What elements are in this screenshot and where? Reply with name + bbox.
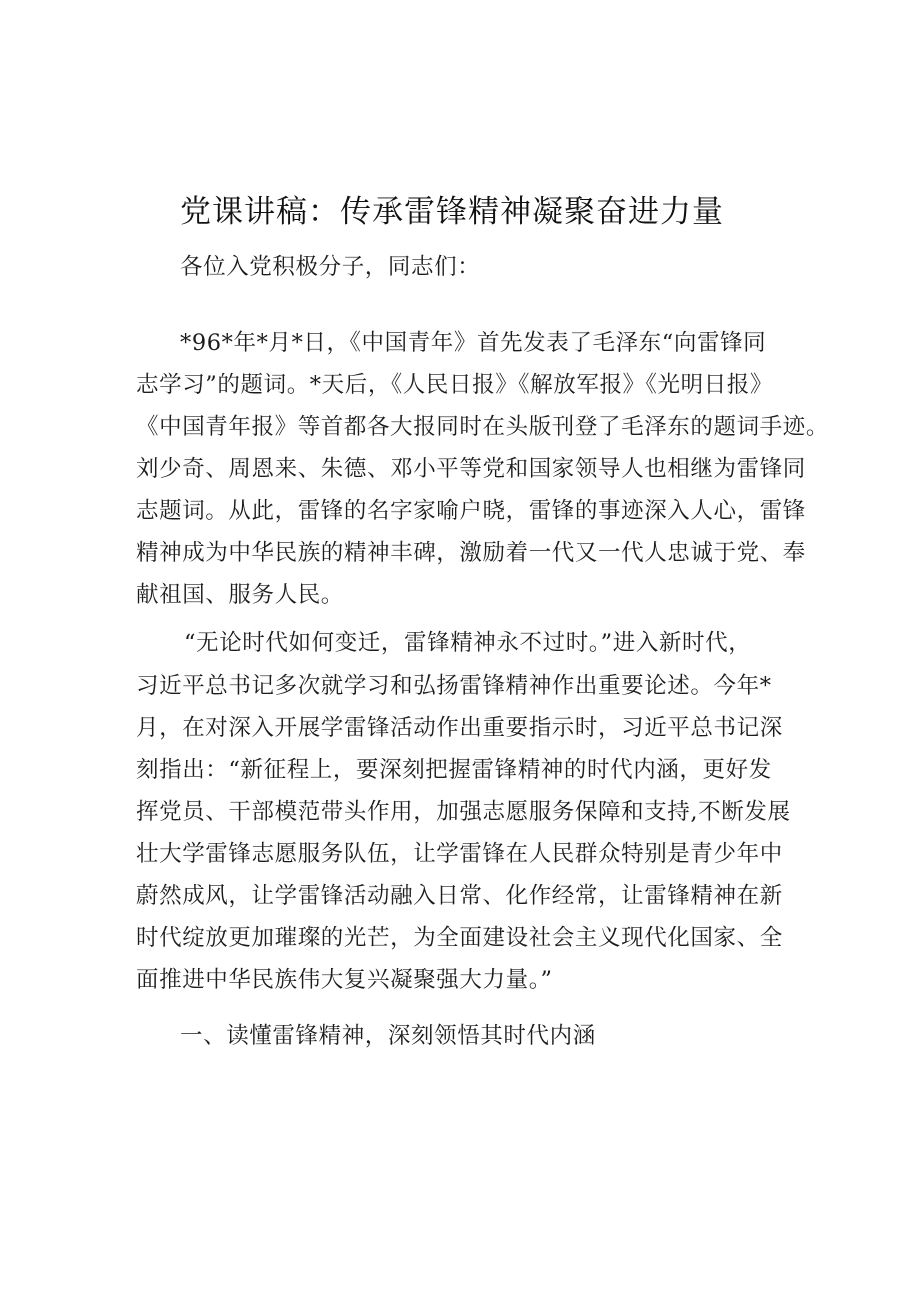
paragraph-line: “无论时代如何变迁，雷锋精神永不过时。”进入新时代，: [184, 630, 752, 656]
paragraph-line: 月，在对深入开展学雷锋活动作出重要指示时，习近平总书记深: [136, 715, 783, 741]
paragraph-line: 志题词。从此，雷锋的名字家喻户晓，雷锋的事迹深入人心，雷锋: [136, 498, 806, 524]
document-title: 党课讲稿：传承雷锋精神凝聚奋进力量: [180, 194, 724, 230]
paragraph-line: 习近平总书记多次就学习和弘扬雷锋精神作出重要论述。今年*: [136, 673, 772, 699]
section-heading: 一、读懂雷锋精神，深刻领悟其时代内涵: [180, 1023, 596, 1049]
paragraph-line: 蔚然成风，让学雷锋活动融入日常、化作经常，让雷锋精神在新: [136, 883, 783, 909]
paragraph-line: 挥党员、干部模范带头作用，加强志愿服务保障和支持,不断发展: [136, 799, 791, 825]
paragraph-line: *96*年*月*日，《中国青年》首先发表了毛泽东“向雷锋同: [180, 330, 767, 356]
paragraph-line: 《中国青年报》等首都各大报同时在头版刊登了毛泽东的题词手迹。: [136, 414, 830, 440]
paragraph-line: 时代绽放更加璀璨的光芒，为全面建设社会主义现代化国家、全: [136, 925, 783, 951]
paragraph-line: 面推进中华民族伟大复兴凝聚强大力量。”: [136, 967, 553, 993]
paragraph-line: 志学习”的题词。*天后，《人民日报》《解放军报》《光明日报》: [136, 372, 774, 398]
paragraph-line: 精神成为中华民族的精神丰碑，激励着一代又一代人忠诚于党、奉: [136, 540, 806, 566]
paragraph-line: 壮大学雷锋志愿服务队伍，让学雷锋在人民群众特别是青少年中: [136, 841, 783, 867]
paragraph-line: 刻指出：“新征程上，要深刻把握雷锋精神的时代内涵，更好发: [136, 757, 772, 783]
paragraph-line: 刘少奇、周恩来、朱德、邓小平等党和国家领导人也相继为雷锋同: [136, 456, 806, 482]
greeting-line: 各位入党积极分子，同志们：: [180, 254, 481, 280]
paragraph-line: 献祖国、服务人民。: [136, 582, 344, 608]
